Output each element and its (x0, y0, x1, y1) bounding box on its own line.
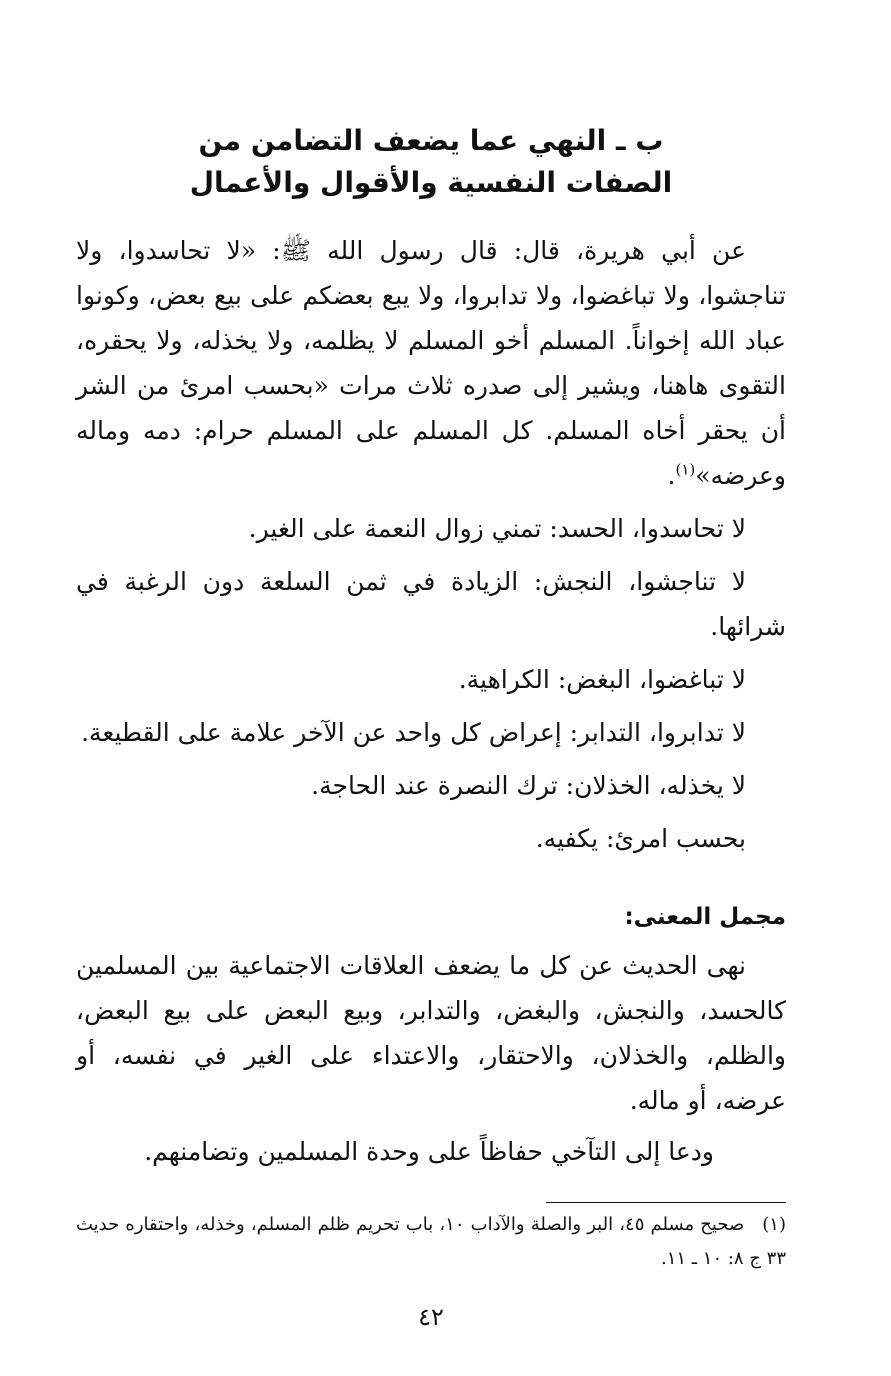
definition-item: بحسب امرئ: يكفيه. (535, 824, 746, 853)
definition-item: لا تناجشوا، النجش: الزيادة في ثمن السلعة دون الرغبة في شرائها. (76, 567, 786, 641)
book-page (76, 100, 786, 1350)
page-title (76, 120, 786, 204)
footnote-reference: (١) (675, 460, 696, 479)
hadith-text: عن أبي هريرة، قال: قال رسول الله ﷺ: «لا تحاسدوا، ولا تناجشوا، ولا تباغضوا، ولا تدابروا، ولا يبع بعضكم على بيع بعض، وكونوا عباد الله إخواناً. المسلم أخو المسلم لا يظلمه، ولا يخذله، ولا يحقره، التقوى هاهنا، ويشير إلى صدره ثلاث مرات «بحسب امرئ من الشر أن يحقر أخاه المسلم. كل المسلم على المسلم حرام: دمه وماله وعرضه» (76, 236, 786, 490)
footnote-text: صحيح مسلم ٤٥، البر والصلة والآداب ١٠، باب تحريم ظلم المسلم، وخذله، واحتقاره حديث ٣٣ ج ٨: ١٠ ـ ١١. (76, 1214, 786, 1269)
title-line-1: ب ـ النهي عما يضعف التضامن من (198, 124, 664, 157)
footnote-divider (546, 1202, 786, 1203)
summary-paragraph: ودعا إلى التآخي حفاظاً على وحدة المسلمين وتضامنهم. (144, 1137, 714, 1166)
definitions-list (76, 506, 786, 861)
page-number: ٤٢ (418, 1303, 444, 1331)
definition-item: لا تباغضوا، البغض: الكراهية. (458, 665, 746, 694)
footnote-item (76, 1208, 786, 1276)
summary-paragraph: نهى الحديث عن كل ما يضعف العلاقات الاجتماعية بين المسلمين كالحسد، والنجش، والبغض، والتدابر، وبيع البعض على بيع البعض، والظلم، والخذلان، والاحتقار، والاعتداء على الغير في نفسه، أو عرضه، أو ماله. (76, 951, 786, 1115)
footnotes (76, 1208, 786, 1276)
hadith-paragraph (76, 228, 786, 498)
definition-item: لا تحاسدوا، الحسد: تمني زوال النعمة على الغير. (248, 514, 746, 543)
definition-item: لا يخذله، الخذلان: ترك النصرة عند الحاجة. (311, 771, 746, 800)
definition-item: لا تدابروا، التدابر: إعراض كل واحد عن الآخر علامة على القطيعة. (81, 718, 746, 747)
title-line-2: الصفات النفسية والأقوال والأعمال (189, 166, 673, 199)
summary-heading: مجمل المعنى: (624, 904, 786, 930)
hadith-end: . (667, 461, 676, 490)
footnote-number: (١) (762, 1214, 786, 1235)
